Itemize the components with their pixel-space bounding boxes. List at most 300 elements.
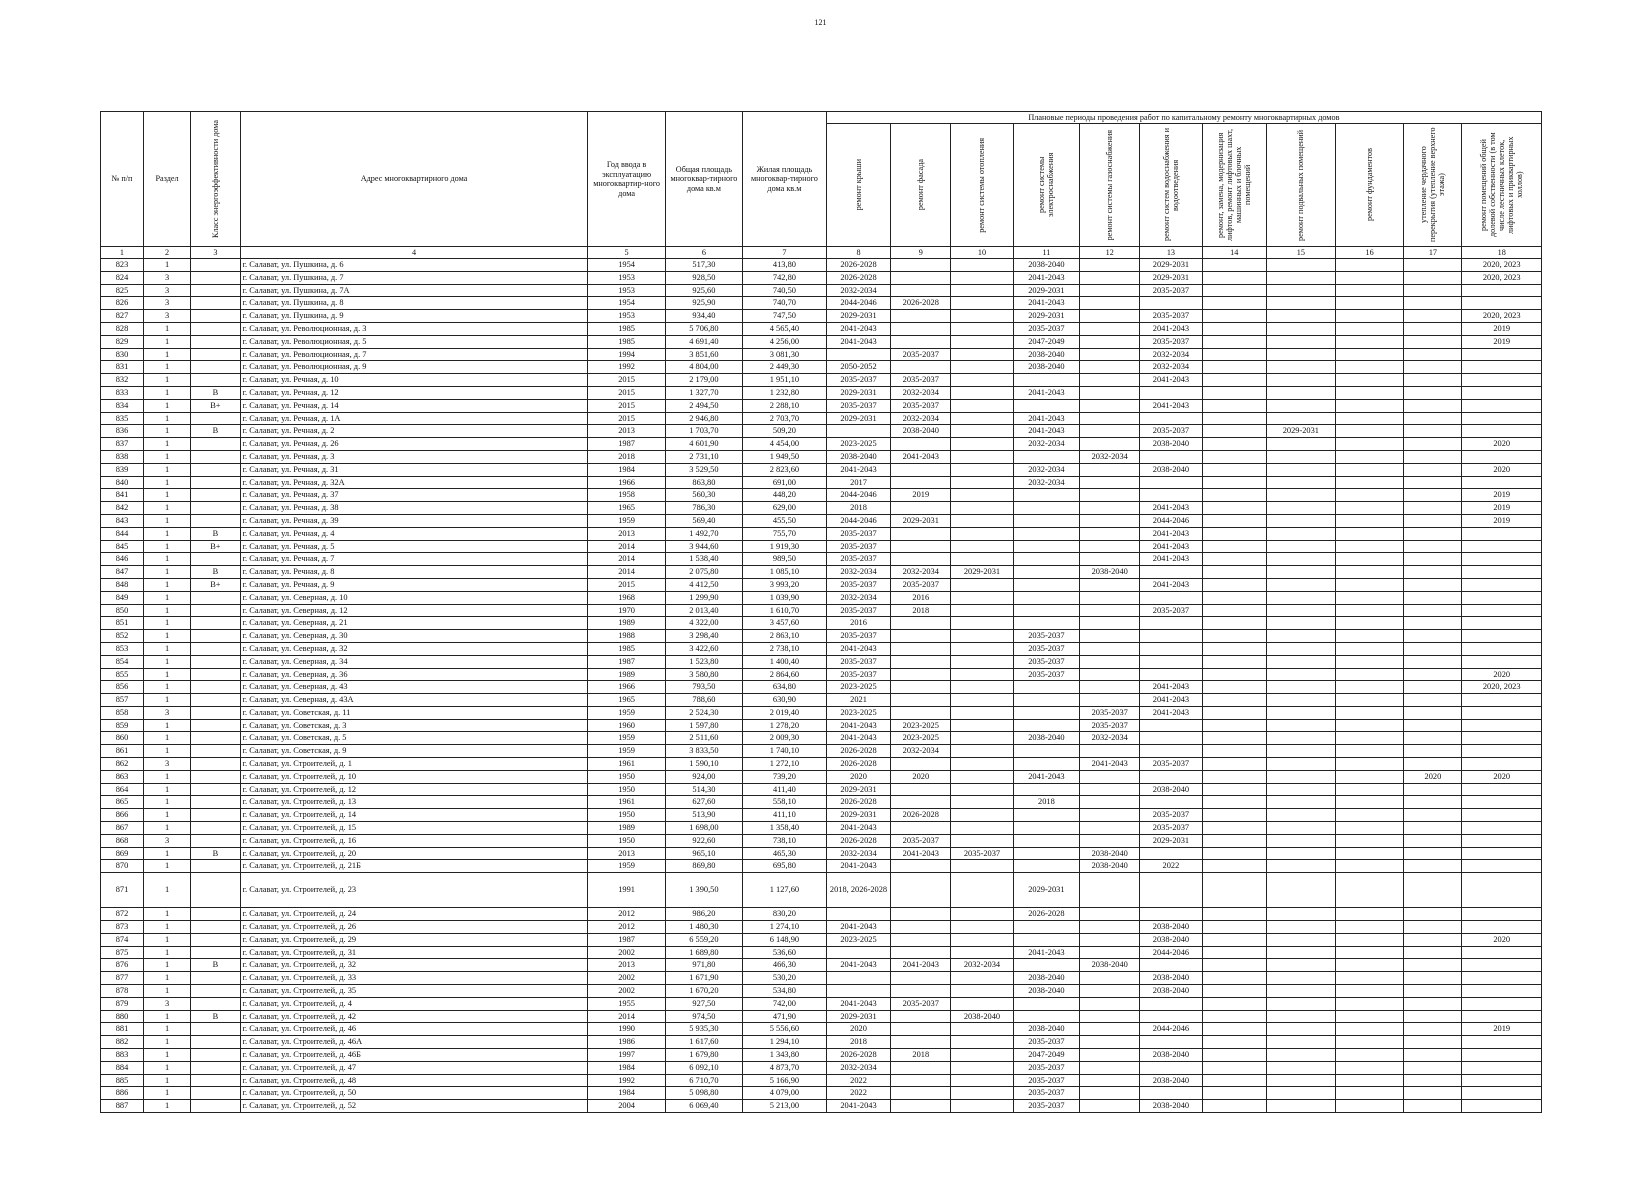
cell-basement-repair: 2029-2031 [1266,425,1335,438]
cell-section: 1 [143,946,190,959]
cell-address: г. Салават, ул. Строителей, д. 4 [240,997,588,1010]
cell-common-premises-repair [1462,719,1542,732]
cell-section: 1 [143,412,190,425]
cell-facade-repair: 2032-2034 [891,412,951,425]
cell-total-area: 514,30 [665,783,742,796]
cell-common-premises-repair [1462,1010,1542,1023]
cell-gas-repair [1080,1100,1140,1113]
cell-heating-repair: 2035-2037 [951,847,1013,860]
cell-elevator-repair [1202,476,1266,489]
cell-heating-repair [951,908,1013,921]
cell-roof-repair: 2020 [826,770,890,783]
cell-year-built: 1959 [588,706,665,719]
cell-living-area: 2 738,10 [743,642,827,655]
cell-heating-repair [951,860,1013,873]
cell-year-built: 2002 [588,972,665,985]
cell-common-premises-repair [1462,1087,1542,1100]
cell-year-built: 1961 [588,796,665,809]
cell-total-area: 569,40 [665,514,742,527]
cell-water-repair: 2035-2037 [1140,758,1202,771]
cell-gas-repair [1080,322,1140,335]
column-number: 13 [1140,247,1202,259]
cell-row-number: 858 [101,706,144,719]
cell-year-built: 1965 [588,694,665,707]
cell-living-area: 634,80 [743,681,827,694]
cell-water-repair [1140,745,1202,758]
cell-section: 1 [143,908,190,921]
cell-roof-repair: 2022 [826,1074,890,1087]
cell-year-built: 1984 [588,463,665,476]
table-row [101,348,1542,361]
table-row [101,463,1542,476]
cell-energy-class [191,921,240,934]
cell-facade-repair: 2035-2037 [891,374,951,387]
cell-water-repair: 2029-2031 [1140,259,1202,272]
cell-elevator-repair [1202,438,1266,451]
cell-year-built: 1953 [588,310,665,323]
cell-electric-repair [1013,374,1080,387]
cell-common-premises-repair [1462,783,1542,796]
cell-section: 1 [143,959,190,972]
cell-energy-class: В+ [191,540,240,553]
cell-basement-repair [1266,946,1335,959]
cell-electric-repair: 2026-2028 [1013,908,1080,921]
cell-living-area: 4 079,00 [743,1087,827,1100]
cell-address: г. Салават, ул. Строителей, д. 1 [240,758,588,771]
cell-heating-repair [951,617,1013,630]
cell-elevator-repair [1202,335,1266,348]
cell-year-built: 1991 [588,873,665,908]
cell-row-number: 869 [101,847,144,860]
cell-energy-class [191,553,240,566]
table-row [101,476,1542,489]
cell-elevator-repair [1202,374,1266,387]
cell-foundation-repair [1335,921,1404,934]
cell-water-repair: 2041-2043 [1140,527,1202,540]
cell-year-built: 1965 [588,502,665,515]
cell-basement-repair [1266,438,1335,451]
cell-roof-repair: 2035-2037 [826,374,890,387]
cell-elevator-repair [1202,997,1266,1010]
cell-energy-class [191,348,240,361]
cell-electric-repair: 2035-2037 [1013,322,1080,335]
cell-attic-insulation [1404,719,1462,732]
cell-electric-repair [1013,997,1080,1010]
cell-energy-class [191,374,240,387]
cell-total-area: 4 804,00 [665,361,742,374]
cell-water-repair [1140,668,1202,681]
cell-address: г. Салават, ул. Строителей, д. 20 [240,847,588,860]
cell-basement-repair [1266,694,1335,707]
table-row [101,604,1542,617]
table-row [101,1049,1542,1062]
cell-electric-repair: 2029-2031 [1013,310,1080,323]
cell-energy-class [191,438,240,451]
cell-common-premises-repair [1462,578,1542,591]
cell-basement-repair [1266,412,1335,425]
cell-electric-repair: 2032-2034 [1013,463,1080,476]
header-energy-class [191,112,240,247]
cell-total-area: 1 538,40 [665,553,742,566]
cell-attic-insulation [1404,604,1462,617]
cell-foundation-repair [1335,630,1404,643]
cell-section: 1 [143,476,190,489]
table-row [101,1100,1542,1113]
cell-foundation-repair [1335,732,1404,745]
cell-electric-repair: 2038-2040 [1013,985,1080,998]
cell-foundation-repair [1335,719,1404,732]
header-row-number: № п/п [101,112,144,247]
cell-attic-insulation [1404,668,1462,681]
cell-row-number: 871 [101,873,144,908]
cell-electric-repair: 2035-2037 [1013,668,1080,681]
cell-row-number: 849 [101,591,144,604]
cell-foundation-repair [1335,1010,1404,1023]
cell-water-repair [1140,591,1202,604]
table-row [101,284,1542,297]
cell-roof-repair: 2026-2028 [826,745,890,758]
cell-year-built: 1950 [588,770,665,783]
cell-electric-repair: 2038-2040 [1013,732,1080,745]
cell-year-built: 2004 [588,1100,665,1113]
cell-row-number: 844 [101,527,144,540]
cell-living-area: 536,60 [743,946,827,959]
cell-water-repair [1140,1036,1202,1049]
cell-section: 3 [143,284,190,297]
cell-foundation-repair [1335,284,1404,297]
cell-total-area: 6 710,70 [665,1074,742,1087]
cell-facade-repair [891,553,951,566]
cell-attic-insulation [1404,297,1462,310]
cell-roof-repair: 2035-2037 [826,604,890,617]
cell-common-premises-repair [1462,591,1542,604]
table-row [101,655,1542,668]
cell-living-area: 1 610,70 [743,604,827,617]
cell-total-area: 928,50 [665,271,742,284]
header-energy-class-text: Класс энергоэффективности дома [210,119,220,238]
cell-gas-repair [1080,946,1140,959]
cell-section: 1 [143,860,190,873]
cell-heating-repair [951,1023,1013,1036]
cell-water-repair: 2041-2043 [1140,578,1202,591]
cell-water-repair: 2035-2037 [1140,335,1202,348]
cell-facade-repair [891,617,951,630]
cell-heating-repair [951,681,1013,694]
cell-total-area: 1 698,00 [665,822,742,835]
cell-basement-repair [1266,642,1335,655]
cell-basement-repair [1266,617,1335,630]
cell-section: 1 [143,566,190,579]
cell-year-built: 1984 [588,1087,665,1100]
cell-elevator-repair [1202,578,1266,591]
cell-water-repair [1140,566,1202,579]
cell-elevator-repair [1202,809,1266,822]
header-facade-repair [891,124,951,247]
cell-facade-repair [891,1036,951,1049]
cell-living-area: 466,30 [743,959,827,972]
cell-living-area: 1 949,50 [743,450,827,463]
cell-gas-repair [1080,668,1140,681]
cell-basement-repair [1266,1061,1335,1074]
cell-facade-repair [891,908,951,921]
cell-gas-repair [1080,578,1140,591]
cell-basement-repair [1266,822,1335,835]
cell-gas-repair: 2032-2034 [1080,450,1140,463]
cell-attic-insulation [1404,933,1462,946]
cell-water-repair [1140,642,1202,655]
cell-heating-repair [951,630,1013,643]
cell-electric-repair [1013,566,1080,579]
cell-basement-repair [1266,284,1335,297]
cell-roof-repair: 2018, 2026-2028 [826,873,890,908]
cell-section: 1 [143,933,190,946]
cell-common-premises-repair [1462,847,1542,860]
cell-section: 1 [143,985,190,998]
cell-roof-repair: 2041-2043 [826,642,890,655]
cell-living-area: 2 288,10 [743,399,827,412]
cell-year-built: 1954 [588,259,665,272]
cell-section: 3 [143,834,190,847]
cell-section: 1 [143,1036,190,1049]
cell-year-built: 1970 [588,604,665,617]
cell-living-area: 509,20 [743,425,827,438]
cell-gas-repair: 2035-2037 [1080,706,1140,719]
cell-elevator-repair [1202,450,1266,463]
cell-living-area: 4 256,00 [743,335,827,348]
cell-foundation-repair [1335,310,1404,323]
cell-heating-repair [951,578,1013,591]
cell-energy-class [191,297,240,310]
cell-water-repair [1140,1061,1202,1074]
cell-heating-repair [951,1049,1013,1062]
cell-address: г. Салават, ул. Северная, д. 10 [240,591,588,604]
cell-address: г. Салават, ул. Строителей, д. 46А [240,1036,588,1049]
cell-energy-class [191,809,240,822]
cell-row-number: 836 [101,425,144,438]
cell-row-number: 887 [101,1100,144,1113]
cell-electric-repair [1013,860,1080,873]
cell-attic-insulation [1404,386,1462,399]
cell-attic-insulation [1404,284,1462,297]
table-row [101,617,1542,630]
cell-electric-repair [1013,681,1080,694]
cell-row-number: 840 [101,476,144,489]
cell-water-repair: 2029-2031 [1140,271,1202,284]
cell-energy-class [191,335,240,348]
cell-total-area: 2 524,30 [665,706,742,719]
cell-basement-repair [1266,310,1335,323]
cell-foundation-repair [1335,1023,1404,1036]
cell-heating-repair [951,758,1013,771]
cell-elevator-repair [1202,604,1266,617]
cell-heating-repair [951,655,1013,668]
cell-living-area: 1 039,90 [743,591,827,604]
cell-roof-repair [826,985,890,998]
cell-attic-insulation [1404,946,1462,959]
cell-energy-class [191,463,240,476]
header-water-repair-text: ремонт систем водоснабжения и водоотведения [1161,128,1180,242]
column-number: 6 [665,247,742,259]
cell-energy-class [191,489,240,502]
cell-gas-repair [1080,438,1140,451]
cell-common-premises-repair [1462,361,1542,374]
cell-section: 1 [143,617,190,630]
cell-electric-repair [1013,847,1080,860]
cell-heating-repair [951,553,1013,566]
cell-total-area: 1 523,80 [665,655,742,668]
table-header [101,112,1542,259]
cell-elevator-repair [1202,412,1266,425]
cell-row-number: 848 [101,578,144,591]
cell-electric-repair [1013,591,1080,604]
cell-row-number: 832 [101,374,144,387]
cell-heating-repair [951,985,1013,998]
cell-foundation-repair [1335,361,1404,374]
cell-total-area: 786,30 [665,502,742,515]
cell-living-area: 1 272,10 [743,758,827,771]
table-row [101,335,1542,348]
cell-elevator-repair [1202,921,1266,934]
cell-heating-repair [951,706,1013,719]
cell-living-area: 1 278,20 [743,719,827,732]
cell-electric-repair [1013,502,1080,515]
cell-address: г. Салават, ул. Пушкина, д. 6 [240,259,588,272]
cell-section: 1 [143,1049,190,1062]
cell-common-premises-repair [1462,540,1542,553]
cell-facade-repair [891,1010,951,1023]
table-row [101,361,1542,374]
cell-facade-repair: 2041-2043 [891,847,951,860]
cell-electric-repair: 2035-2037 [1013,1087,1080,1100]
cell-total-area: 1 703,70 [665,425,742,438]
cell-living-area: 747,50 [743,310,827,323]
cell-elevator-repair [1202,1049,1266,1062]
cell-common-premises-repair [1462,553,1542,566]
cell-attic-insulation [1404,1100,1462,1113]
cell-energy-class [191,985,240,998]
cell-roof-repair: 2035-2037 [826,630,890,643]
cell-address: г. Салават, ул. Северная, д. 36 [240,668,588,681]
cell-roof-repair: 2032-2034 [826,566,890,579]
cell-basement-repair [1266,706,1335,719]
cell-roof-repair: 2029-2031 [826,310,890,323]
cell-common-premises-repair [1462,997,1542,1010]
cell-row-number: 837 [101,438,144,451]
cell-living-area: 629,00 [743,502,827,515]
cell-foundation-repair [1335,1087,1404,1100]
table-row [101,719,1542,732]
cell-address: г. Салават, ул. Речная, д. 9 [240,578,588,591]
cell-year-built: 1987 [588,655,665,668]
cell-row-number: 829 [101,335,144,348]
cell-basement-repair [1266,655,1335,668]
cell-electric-repair [1013,959,1080,972]
cell-living-area: 558,10 [743,796,827,809]
cell-address: г. Салават, ул. Строителей, д. 23 [240,873,588,908]
cell-elevator-repair [1202,933,1266,946]
cell-address: г. Салават, ул. Строителей, д. 16 [240,834,588,847]
cell-attic-insulation [1404,1049,1462,1062]
cell-heating-repair [951,933,1013,946]
cell-attic-insulation [1404,860,1462,873]
table-row [101,681,1542,694]
cell-roof-repair: 2026-2028 [826,796,890,809]
cell-living-area: 411,10 [743,809,827,822]
cell-roof-repair: 2016 [826,617,890,630]
cell-water-repair: 2032-2034 [1140,348,1202,361]
header-total-area: Общая площадь многоквар-тирного дома кв.м [665,112,742,247]
cell-elevator-repair [1202,1074,1266,1087]
cell-electric-repair: 2029-2031 [1013,284,1080,297]
cell-energy-class [191,745,240,758]
cell-energy-class [191,322,240,335]
cell-address: г. Салават, ул. Речная, д. 2 [240,425,588,438]
cell-gas-repair [1080,1049,1140,1062]
cell-living-area: 2 703,70 [743,412,827,425]
cell-elevator-repair [1202,1036,1266,1049]
header-attic-insulation [1404,124,1462,247]
cell-facade-repair: 2032-2034 [891,386,951,399]
column-number: 14 [1202,247,1266,259]
cell-attic-insulation [1404,745,1462,758]
cell-living-area: 1 294,10 [743,1036,827,1049]
cell-elevator-repair [1202,271,1266,284]
cell-year-built: 2015 [588,412,665,425]
cell-attic-insulation [1404,463,1462,476]
table-row [101,642,1542,655]
cell-attic-insulation [1404,873,1462,908]
cell-electric-repair [1013,745,1080,758]
cell-elevator-repair [1202,946,1266,959]
cell-water-repair: 2035-2037 [1140,284,1202,297]
cell-common-premises-repair: 2019 [1462,502,1542,515]
cell-address: г. Салават, ул. Речная, д. 26 [240,438,588,451]
cell-section: 1 [143,668,190,681]
cell-basement-repair [1266,348,1335,361]
cell-roof-repair: 2041-2043 [826,959,890,972]
cell-energy-class [191,259,240,272]
cell-gas-repair [1080,933,1140,946]
cell-water-repair: 2041-2043 [1140,694,1202,707]
cell-energy-class [191,1036,240,1049]
cell-living-area: 2 019,40 [743,706,827,719]
cell-roof-repair: 2032-2034 [826,1061,890,1074]
cell-year-built: 2013 [588,527,665,540]
table-row [101,997,1542,1010]
table-row [101,847,1542,860]
cell-year-built: 1954 [588,297,665,310]
cell-energy-class [191,694,240,707]
cell-total-area: 925,60 [665,284,742,297]
cell-common-premises-repair [1462,758,1542,771]
cell-section: 1 [143,796,190,809]
cell-energy-class [191,719,240,732]
cell-elevator-repair [1202,745,1266,758]
cell-total-area: 925,90 [665,297,742,310]
cell-facade-repair: 2035-2037 [891,578,951,591]
column-number: 17 [1404,247,1462,259]
cell-common-premises-repair [1462,617,1542,630]
cell-living-area: 530,20 [743,972,827,985]
cell-section: 1 [143,527,190,540]
cell-foundation-repair [1335,985,1404,998]
header-heating-repair-text: ремонт системы отопления [977,137,987,233]
cell-roof-repair: 2041-2043 [826,1100,890,1113]
cell-energy-class: В [191,959,240,972]
cell-facade-repair [891,873,951,908]
cell-basement-repair [1266,972,1335,985]
cell-energy-class [191,822,240,835]
